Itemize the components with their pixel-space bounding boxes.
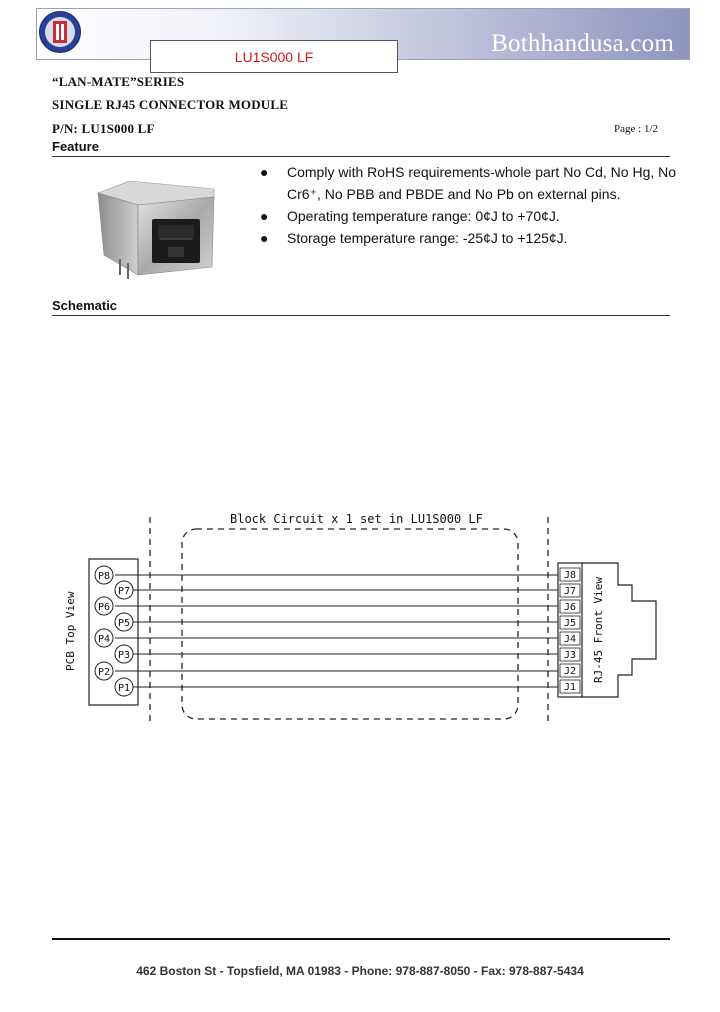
- jack-j1-label: J1: [563, 682, 577, 693]
- product-title: SINGLE RJ45 CONNECTOR MODULE: [52, 97, 289, 112]
- feature-text: Comply with RoHS requirements-whole part No Cd, No Hg, No Cr6⁺, No PBB and PBDE and No Pb on external pins.: [287, 164, 677, 202]
- block-circuit-label: Block Circuit x 1 set in LU1S000 LF: [230, 512, 483, 526]
- feature-text: Storage temperature range: -25¢J to +125¢J.: [287, 230, 568, 246]
- pin-p3-label: P3: [117, 650, 131, 661]
- jack-j6-label: J6: [563, 602, 577, 613]
- feature-heading: Feature: [52, 139, 99, 154]
- series-title: “LAN-MATE”SERIES: [52, 74, 185, 89]
- schematic-diagram: [40, 505, 680, 735]
- brand-name: Bothhandusa.com: [491, 30, 674, 57]
- jack-j7-label: J7: [563, 586, 577, 597]
- pin-p8-label: P8: [97, 571, 111, 582]
- schematic-heading: Schematic: [52, 298, 118, 313]
- feature-divider: [52, 156, 670, 157]
- page-number: Page : 1/2: [614, 123, 658, 135]
- block-circuit-box: [182, 529, 518, 719]
- jack-j8-label: J8: [563, 570, 577, 581]
- footer-address: 462 Boston St - Topsfield, MA 01983 - Phone: 978-887-8050 - Fax: 978-887-5434: [136, 964, 584, 978]
- part-number-box: LU1S000 LF: [150, 40, 398, 73]
- footer-divider: [52, 938, 670, 940]
- pin-p1-label: P1: [117, 683, 131, 694]
- jack-j4-label: J4: [563, 634, 577, 645]
- schematic-divider: [52, 315, 670, 316]
- pin-p7-label: P7: [117, 586, 131, 597]
- jack-j3-label: J3: [563, 650, 577, 661]
- part-number-line: P/N: LU1S000 LF: [52, 121, 155, 136]
- jack-j2-label: J2: [563, 666, 577, 677]
- bullet-icon: ●: [260, 208, 269, 224]
- jack-j5-label: J5: [563, 618, 577, 629]
- feature-item: [260, 227, 680, 249]
- feature-item: [260, 205, 680, 227]
- rj45-front-view-label: RJ-45 Front View: [592, 577, 605, 683]
- pin-p5-label: P5: [117, 618, 131, 629]
- pin-p2-label: P2: [97, 667, 111, 678]
- pin-p6-label: P6: [97, 602, 111, 613]
- bullet-icon: ●: [260, 164, 269, 180]
- company-logo-icon: [38, 10, 82, 54]
- pin-p4-label: P4: [97, 634, 111, 645]
- feature-list: [260, 161, 680, 249]
- bullet-icon: ●: [260, 230, 269, 246]
- feature-text: Operating temperature range: 0¢J to +70¢J.: [287, 208, 560, 224]
- feature-item: [260, 161, 680, 205]
- pcb-top-view-label: PCB Top View: [64, 591, 77, 671]
- rj45-connector-photo: [90, 175, 220, 283]
